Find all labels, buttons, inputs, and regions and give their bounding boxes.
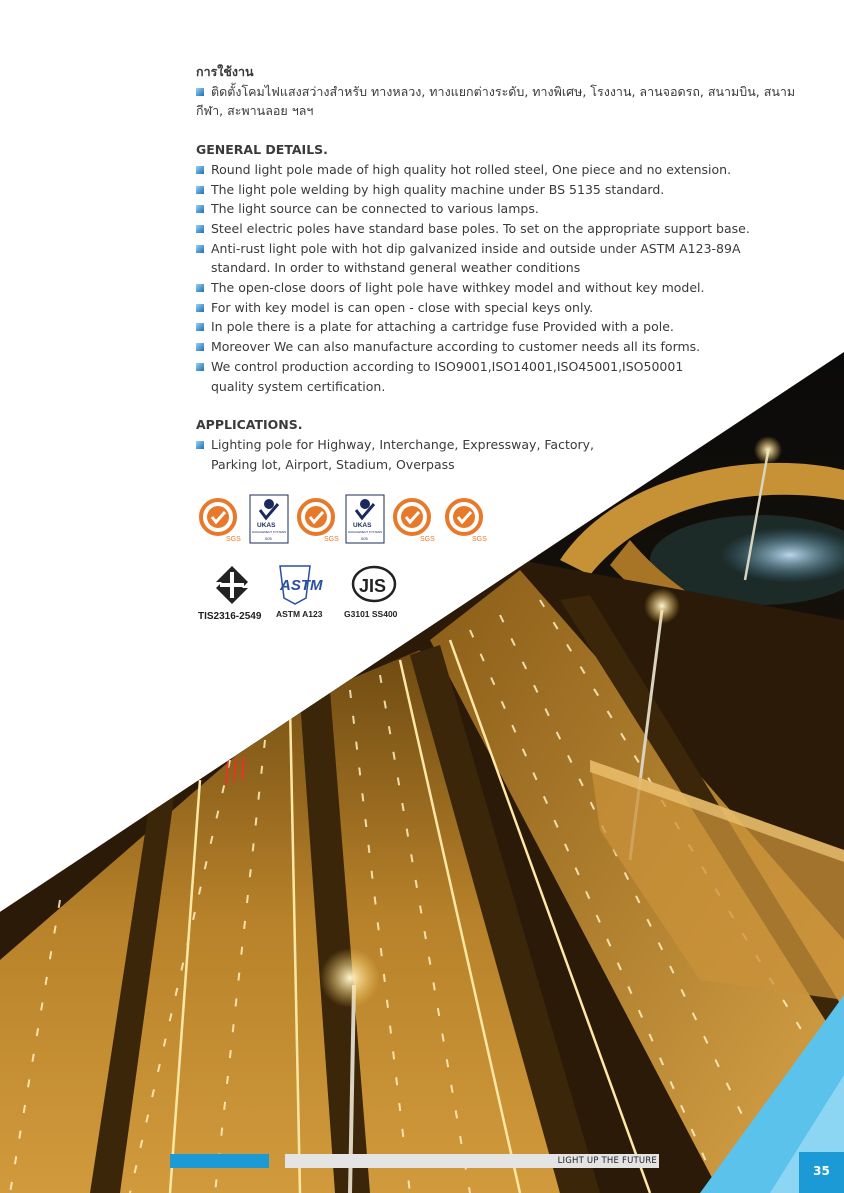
square-bullet-icon bbox=[196, 225, 204, 233]
list-item bbox=[196, 160, 816, 180]
certification-badges bbox=[196, 494, 496, 546]
tis-logo bbox=[198, 566, 262, 622]
list-item bbox=[196, 278, 816, 298]
applications-list bbox=[196, 435, 816, 474]
thai-usage-list bbox=[196, 82, 816, 121]
ukas-sublabel: MANAGEMENT SYSTEMS bbox=[252, 530, 287, 534]
list-item-text: Anti-rust light pole with hot dip galvanized inside and outside under ASTM A123-89A bbox=[211, 240, 741, 256]
list-item bbox=[196, 435, 816, 455]
list-item bbox=[196, 219, 816, 239]
sgs-label: SGS bbox=[472, 536, 487, 543]
list-item bbox=[196, 101, 816, 121]
list-item bbox=[196, 199, 816, 219]
content-column bbox=[196, 62, 816, 474]
list-item-text: standard. In order to withstand general weather conditions bbox=[211, 260, 581, 276]
sgs-badge bbox=[447, 500, 487, 543]
list-item-text: ติดตั้งโคมไฟแสงสว่างสำหรับ ทางหลวง, ทางแยกต่างระดับ, ทางพิเศษ, โรงงาน, ลานจอดรถ, สนามบิน, สนาม bbox=[211, 83, 796, 99]
list-item bbox=[196, 357, 816, 377]
square-bullet-icon bbox=[196, 304, 204, 312]
ukas-badge bbox=[346, 495, 384, 543]
square-bullet-icon bbox=[196, 166, 204, 174]
list-item-text: Lighting pole for Highway, Interchange, Expressway, Factory, bbox=[211, 436, 595, 452]
list-item-text: The open-close doors of light pole have withkey model and without key model. bbox=[211, 280, 705, 296]
astm-caption: ASTM A123 bbox=[276, 609, 323, 619]
page-number: 35 bbox=[799, 1152, 844, 1193]
list-item bbox=[196, 298, 816, 318]
tis-caption: TIS2316-2549 bbox=[198, 611, 262, 622]
square-bullet-icon bbox=[196, 88, 204, 96]
list-item-text: The light source can be connected to various lamps. bbox=[211, 201, 539, 217]
thai-usage-heading: การใช้งาน bbox=[196, 64, 254, 79]
sgs-label: SGS bbox=[420, 536, 435, 543]
list-item bbox=[196, 455, 816, 475]
standards-logos bbox=[196, 562, 426, 624]
square-bullet-icon bbox=[196, 343, 204, 351]
list-item bbox=[196, 258, 816, 278]
list-item bbox=[196, 317, 816, 337]
ukas-code: 005 bbox=[361, 536, 368, 541]
list-item-text: Moreover We can also manufacture according to customer needs all its forms. bbox=[211, 339, 701, 355]
square-bullet-icon bbox=[196, 245, 204, 253]
square-bullet-icon bbox=[196, 323, 204, 331]
astm-mark: ASTM bbox=[280, 577, 323, 594]
sgs-badge bbox=[395, 500, 435, 543]
list-item bbox=[196, 239, 816, 259]
list-item-text: Steel electric poles have standard base poles. To set on the appropriate support base. bbox=[211, 220, 750, 236]
general-details-heading: GENERAL DETAILS. bbox=[196, 142, 328, 158]
list-item bbox=[196, 377, 816, 397]
list-item bbox=[196, 82, 816, 102]
sgs-label: SGS bbox=[226, 536, 241, 543]
list-item bbox=[196, 180, 816, 200]
footer-accent-bar bbox=[170, 1154, 269, 1168]
list-item-text: For with key model is can open - close with special keys only. bbox=[211, 299, 594, 315]
ukas-badge bbox=[250, 495, 288, 543]
list-item-text: quality system certification. bbox=[211, 378, 386, 394]
list-item-text: We control production according to ISO9001,ISO14001,ISO45001,ISO50001 bbox=[211, 358, 684, 374]
sgs-badge bbox=[196, 494, 244, 544]
list-item bbox=[196, 337, 816, 357]
square-bullet-icon bbox=[196, 205, 204, 213]
square-bullet-icon bbox=[196, 284, 204, 292]
list-item-text: Round light pole made of high quality hot rolled steel, One piece and no extension. bbox=[211, 161, 732, 177]
ukas-label: UKAS bbox=[257, 522, 276, 529]
footer-tagline: LIGHT UP THE FUTURE bbox=[557, 1156, 657, 1166]
general-details-list bbox=[196, 160, 816, 396]
applications-heading: APPLICATIONS. bbox=[196, 417, 303, 433]
jis-mark: JIS bbox=[359, 576, 387, 596]
list-item-text: The light pole welding by high quality machine under BS 5135 standard. bbox=[211, 181, 665, 197]
sgs-badge bbox=[299, 500, 339, 543]
square-bullet-icon bbox=[196, 441, 204, 449]
astm-logo bbox=[276, 566, 323, 619]
square-bullet-icon bbox=[196, 186, 204, 194]
ukas-label: UKAS bbox=[353, 522, 372, 529]
ukas-sublabel: MANAGEMENT SYSTEMS bbox=[348, 530, 383, 534]
list-item-text: กีฬา, สะพานลอย ฯลฯ bbox=[196, 103, 314, 119]
jis-logo bbox=[344, 567, 398, 619]
sgs-label: SGS bbox=[324, 536, 339, 543]
list-item-text: In pole there is a plate for attaching a cartridge fuse Provided with a pole. bbox=[211, 319, 674, 335]
square-bullet-icon bbox=[196, 363, 204, 371]
list-item-text: Parking lot, Airport, Stadium, Overpass bbox=[211, 456, 455, 472]
jis-caption: G3101 SS400 bbox=[344, 609, 398, 619]
ukas-code: 005 bbox=[265, 536, 272, 541]
